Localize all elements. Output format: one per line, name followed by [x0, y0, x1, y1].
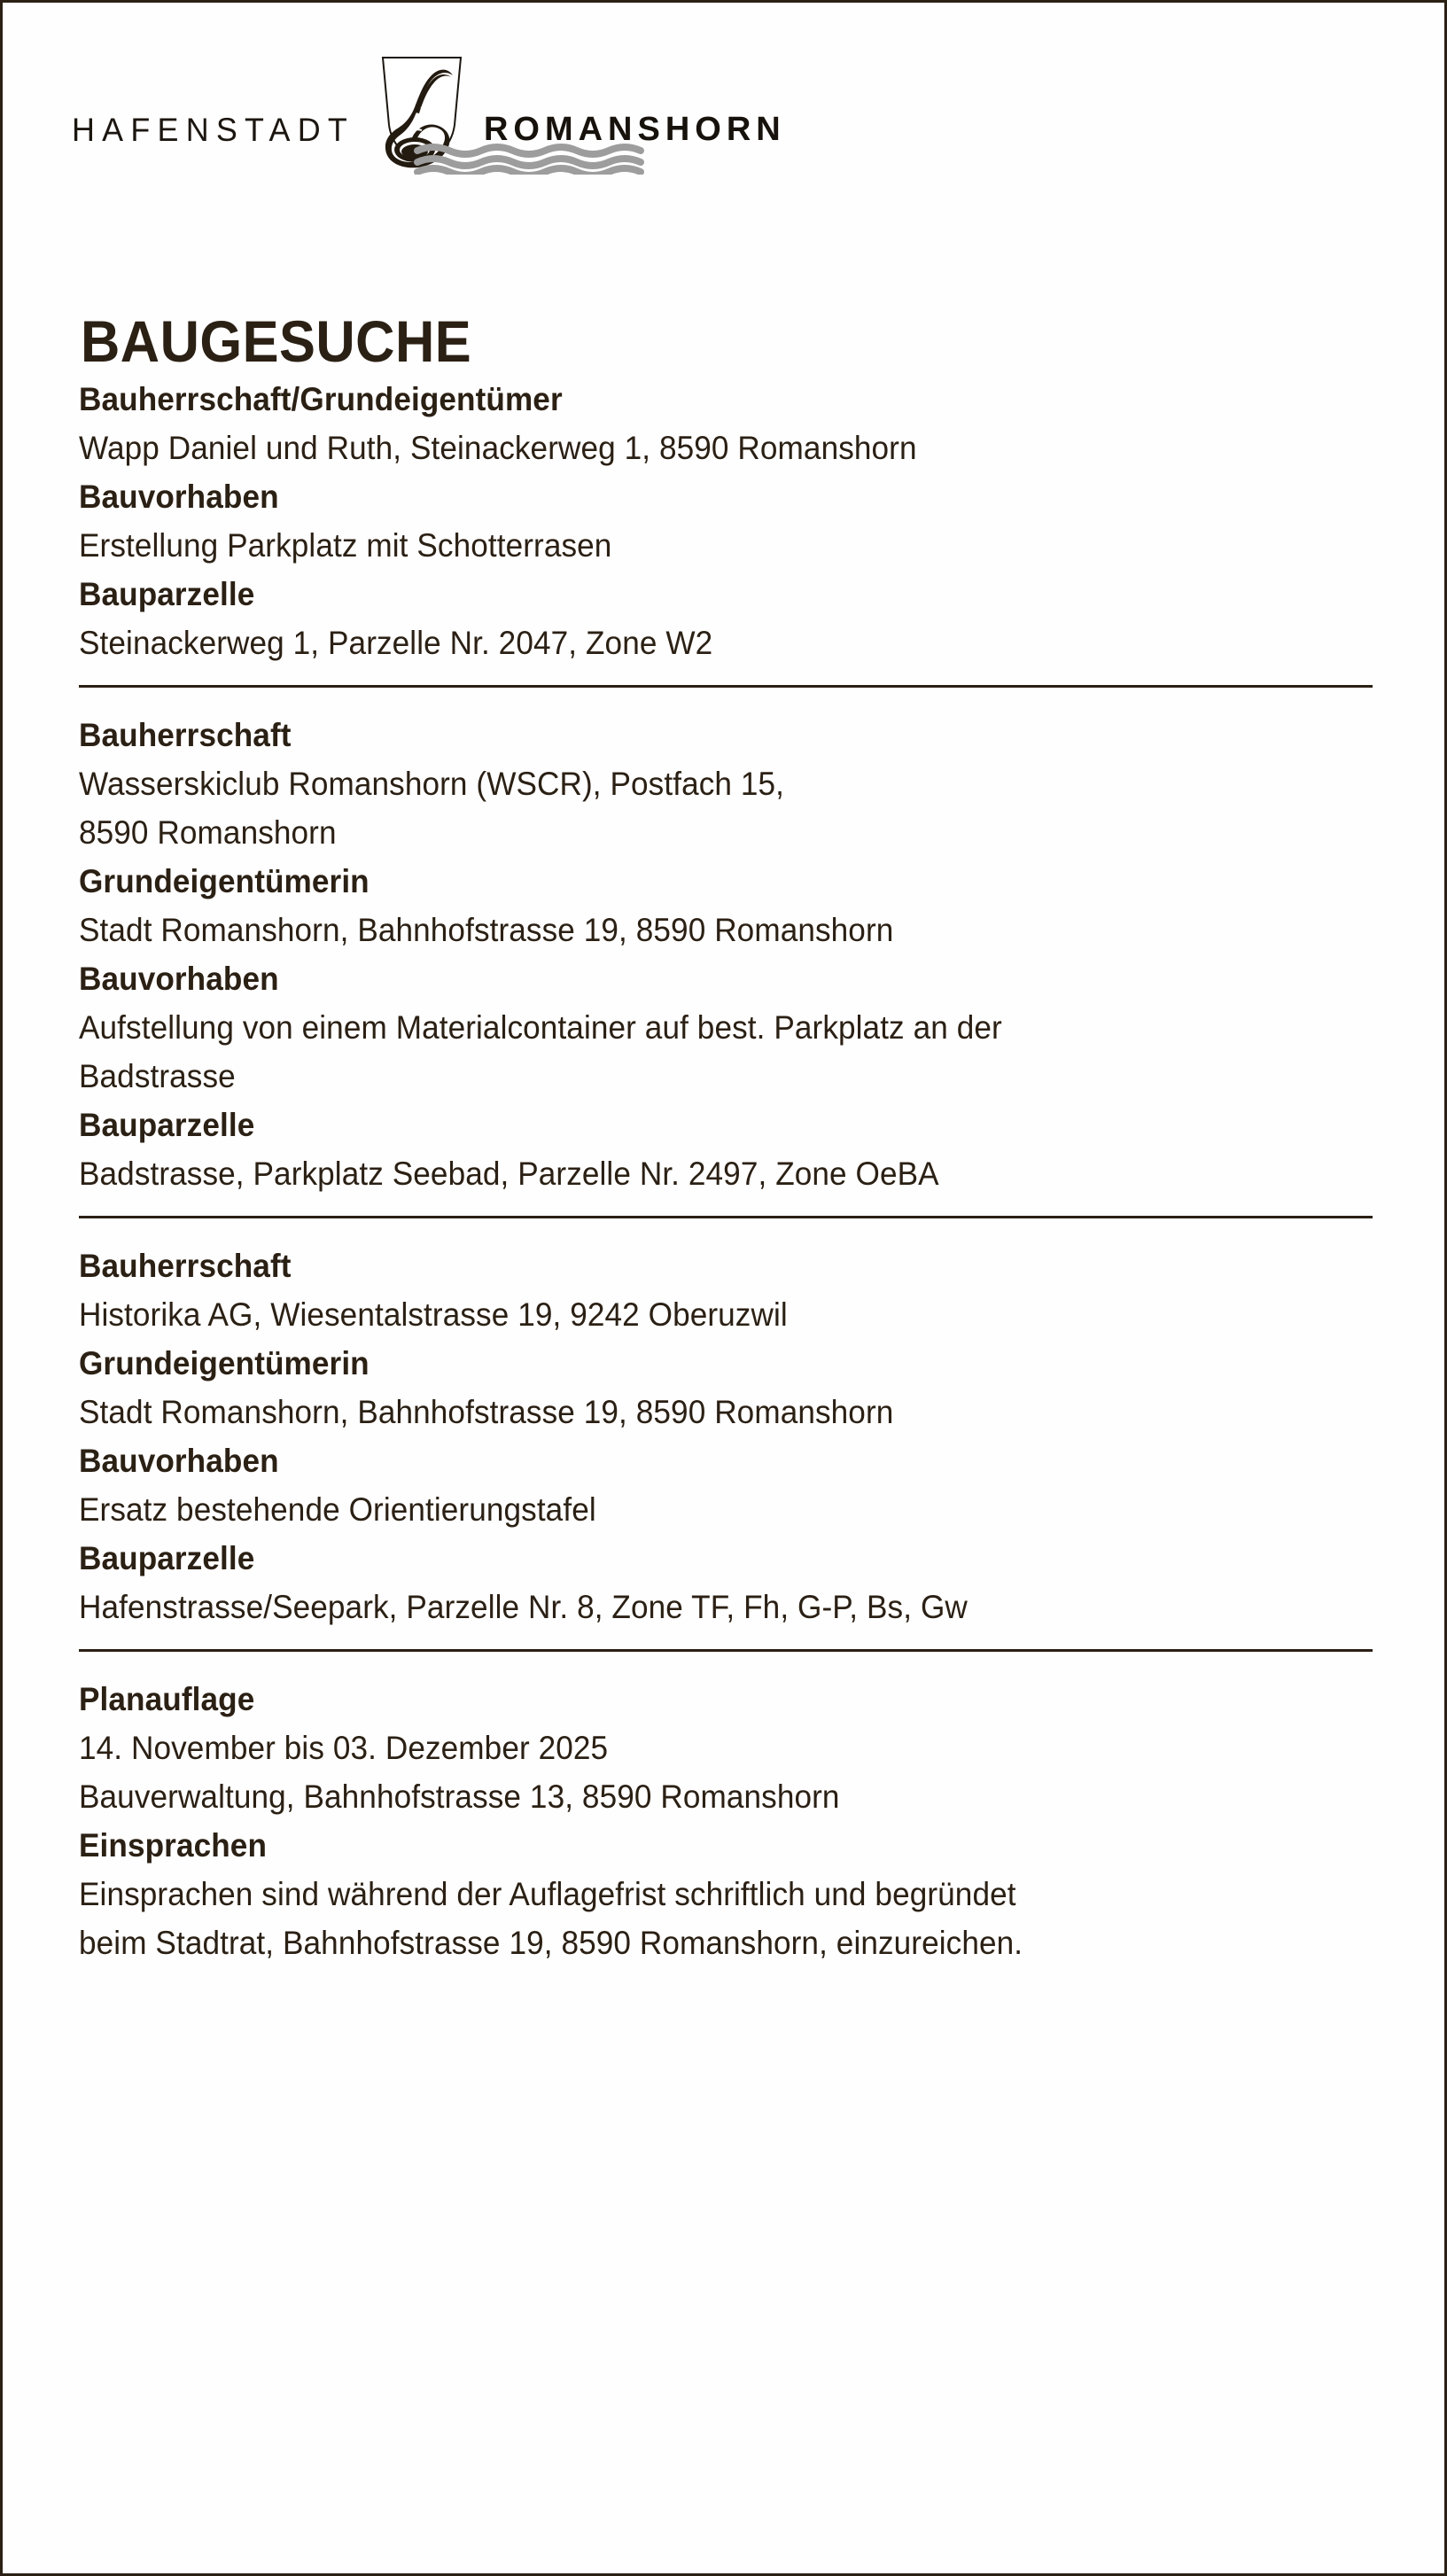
procedure-info [79, 1675, 1374, 1978]
building-application-2 [79, 711, 1374, 1209]
field-label: Bauherrschaft [79, 1248, 292, 1284]
field-label: Planauflage [79, 1681, 255, 1717]
value-line: Steinackerweg 1, Parzelle Nr. 2047, Zone W2 [79, 625, 713, 661]
value-line: Badstrasse, Parkplatz Seebad, Parzelle Nr. 2497, Zone OeBA [79, 1156, 939, 1192]
logo-hafenstadt-text: HAFENSTADT [72, 112, 355, 148]
field-grundeigentuemerin [79, 857, 1374, 954]
field-value [79, 424, 1310, 472]
field-einsprachen [79, 1821, 1374, 1967]
field-value [79, 619, 1310, 667]
value-line: Wasserskiclub Romanshorn (WSCR), Postfach 15, [79, 766, 785, 802]
value-line: Aufstellung von einem Materialcontainer auf best. Parkplatz an der [79, 1009, 1002, 1046]
field-label: Bauvorhaben [79, 479, 279, 515]
field-bauvorhaben [79, 954, 1374, 1101]
field-bauvorhaben [79, 472, 1374, 570]
value-line: Stadt Romanshorn, Bahnhofstrasse 19, 8590 Romanshorn [79, 912, 894, 948]
value-line: Wapp Daniel und Ruth, Steinackerweg 1, 8590 Romanshorn [79, 430, 917, 466]
field-label: Bauparzelle [79, 1107, 255, 1143]
city-logo [72, 43, 790, 194]
notice-inner [3, 3, 1444, 2573]
building-application-3 [79, 1241, 1374, 1642]
field-label: Bauherrschaft/Grundeigentümer [79, 381, 563, 417]
field-value [79, 1149, 1310, 1198]
section-divider [79, 1216, 1373, 1218]
logo-romanshorn-text: ROMANSHORN [483, 111, 786, 148]
field-value [79, 1003, 1310, 1101]
field-bauherrschaft [79, 1241, 1374, 1339]
value-line: Hafenstrasse/Seepark, Parzelle Nr. 8, Zone TF, Fh, G-P, Bs, Gw [79, 1589, 968, 1625]
value-line: 8590 Romanshorn [79, 814, 337, 851]
field-label: Bauparzelle [79, 576, 255, 612]
field-label: Grundeigentümerin [79, 1345, 370, 1381]
field-bauvorhaben [79, 1436, 1374, 1534]
value-line: Bauverwaltung, Bahnhofstrasse 13, 8590 Romanshorn [79, 1778, 840, 1815]
building-application-1 [79, 375, 1374, 678]
section-divider [79, 685, 1373, 688]
value-line: Stadt Romanshorn, Bahnhofstrasse 19, 8590 Romanshorn [79, 1394, 894, 1430]
value-line: 14. November bis 03. Dezember 2025 [79, 1730, 609, 1766]
field-label: Bauvorhaben [79, 1443, 279, 1479]
field-label: Grundeigentümerin [79, 863, 370, 899]
value-line: beim Stadtrat, Bahnhofstrasse 19, 8590 Romanshorn, einzureichen. [79, 1925, 1023, 1961]
field-value [79, 759, 1310, 857]
field-value [79, 1583, 1310, 1631]
field-bauparzelle [79, 570, 1374, 667]
field-value [79, 906, 1310, 954]
field-value [79, 1290, 1310, 1339]
field-value [79, 521, 1310, 570]
field-value [79, 1724, 1310, 1821]
value-line: Badstrasse [79, 1058, 236, 1094]
field-planauflage [79, 1675, 1374, 1821]
value-line: Einsprachen sind während der Auflagefrist schriftlich und begründet [79, 1876, 1016, 1912]
field-value [79, 1485, 1310, 1534]
field-label: Bauherrschaft [79, 717, 292, 753]
notice-body [79, 375, 1374, 1978]
value-line: Erstellung Parkplatz mit Schotterrasen [79, 527, 612, 564]
field-bauparzelle [79, 1101, 1374, 1198]
field-bauherrschaft [79, 711, 1374, 857]
field-grundeigentuemerin [79, 1339, 1374, 1436]
field-bauherrschaft-grundeigentuemer [79, 375, 1374, 472]
wave-lines-icon [414, 143, 671, 175]
field-label: Bauparzelle [79, 1540, 255, 1576]
logo-wordmark-row [72, 93, 786, 146]
page-title: BAUGESUCHE [81, 308, 472, 375]
field-value [79, 1870, 1310, 1967]
value-line: Ersatz bestehende Orientierungstafel [79, 1491, 596, 1528]
field-label: Bauvorhaben [79, 961, 279, 997]
field-label: Einsprachen [79, 1827, 268, 1864]
section-divider [79, 1649, 1373, 1652]
field-bauparzelle [79, 1534, 1374, 1631]
field-value [79, 1388, 1310, 1436]
value-line: Historika AG, Wiesentalstrasse 19, 9242 Oberuzwil [79, 1296, 788, 1333]
